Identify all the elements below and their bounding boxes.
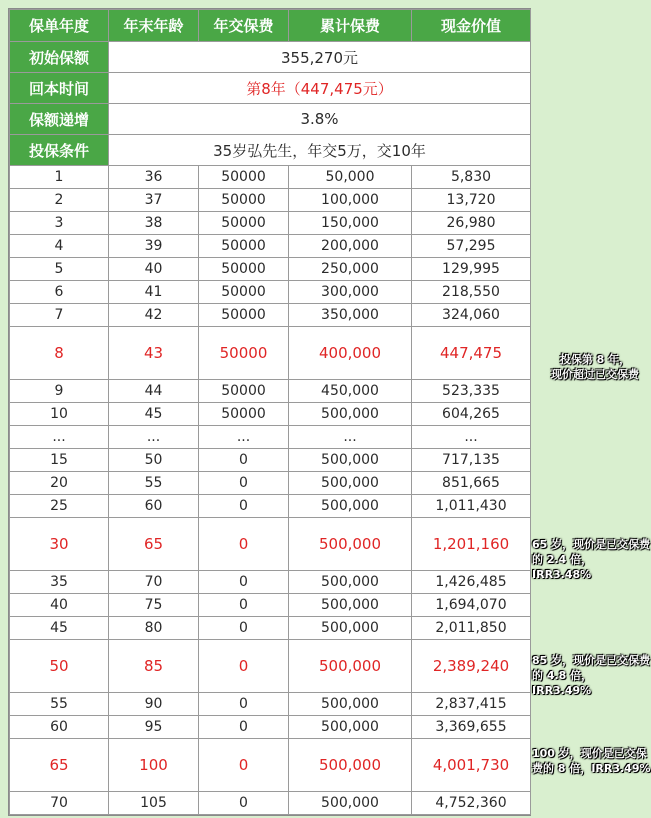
info-row — [10, 42, 531, 73]
table-cell: 50000 — [199, 235, 289, 258]
table-cell: 350,000 — [289, 304, 412, 327]
table-cell: 15 — [10, 449, 109, 472]
highlighted-table-row — [10, 327, 531, 380]
table-cell: 1,426,485 — [412, 571, 531, 594]
table-row — [10, 594, 531, 617]
annotation-note — [532, 537, 651, 582]
table-cell: 450,000 — [289, 380, 412, 403]
table-cell: 39 — [109, 235, 199, 258]
table-cell: 0 — [199, 693, 289, 716]
table-row — [10, 426, 531, 449]
annotation-line: 85 岁，现价是已交保费 — [532, 654, 651, 667]
table-cell: 43 — [109, 327, 199, 380]
table-cell: 129,995 — [412, 258, 531, 281]
table-cell: 50000 — [199, 403, 289, 426]
table-cell: 50000 — [199, 166, 289, 189]
table-cell: 42 — [109, 304, 199, 327]
table-cell: 40 — [10, 594, 109, 617]
table-cell: 13,720 — [412, 189, 531, 212]
column-header: 年末年龄 — [109, 10, 199, 42]
table-row — [10, 235, 531, 258]
table-cell: 300,000 — [289, 281, 412, 304]
table-cell: 400,000 — [289, 327, 412, 380]
annotation-line: 100 岁，现价是已交保 — [532, 747, 647, 760]
table-cell: 50000 — [199, 281, 289, 304]
table-cell: 41 — [109, 281, 199, 304]
table-row — [10, 449, 531, 472]
table-cell: 851,665 — [412, 472, 531, 495]
table-cell: ... — [10, 426, 109, 449]
info-label: 回本时间 — [10, 73, 109, 104]
table-cell: 604,265 — [412, 403, 531, 426]
table-cell: 50000 — [199, 304, 289, 327]
column-header: 现金价值 — [412, 10, 531, 42]
table-cell: 90 — [109, 693, 199, 716]
table-cell: 8 — [10, 327, 109, 380]
column-header: 年交保费 — [199, 10, 289, 42]
policy-summary-table — [9, 9, 531, 815]
table-row — [10, 571, 531, 594]
table-cell: 500,000 — [289, 449, 412, 472]
info-label: 投保条件 — [10, 135, 109, 166]
table-cell: 70 — [10, 792, 109, 815]
highlighted-table-row — [10, 640, 531, 693]
table-cell: 1 — [10, 166, 109, 189]
table-cell: 0 — [199, 472, 289, 495]
table-row — [10, 189, 531, 212]
table-row — [10, 472, 531, 495]
table-cell: 0 — [199, 594, 289, 617]
table-cell: 1,201,160 — [412, 518, 531, 571]
table-cell: 50,000 — [289, 166, 412, 189]
table-cell: 9 — [10, 380, 109, 403]
column-header: 保单年度 — [10, 10, 109, 42]
info-value: 第8年（447,475元） — [109, 73, 531, 104]
table-cell: 500,000 — [289, 693, 412, 716]
policy-table-sheet — [8, 8, 531, 816]
table-cell: 50 — [10, 640, 109, 693]
table-cell: 50000 — [199, 189, 289, 212]
table-cell: 500,000 — [289, 792, 412, 815]
table-cell: 36 — [109, 166, 199, 189]
annotation-line: 现价超过已交保费 — [551, 368, 639, 381]
table-cell: 38 — [109, 212, 199, 235]
table-row — [10, 693, 531, 716]
table-cell: 85 — [109, 640, 199, 693]
table-cell: ... — [109, 426, 199, 449]
info-row — [10, 135, 531, 166]
table-cell: 5 — [10, 258, 109, 281]
table-cell: 75 — [109, 594, 199, 617]
table-cell: ... — [199, 426, 289, 449]
table-row — [10, 281, 531, 304]
table-cell: 200,000 — [289, 235, 412, 258]
table-cell: 60 — [109, 495, 199, 518]
table-cell: 0 — [199, 617, 289, 640]
table-cell: 1,011,430 — [412, 495, 531, 518]
table-cell: 20 — [10, 472, 109, 495]
table-row — [10, 166, 531, 189]
table-cell: 0 — [199, 449, 289, 472]
table-row — [10, 495, 531, 518]
info-row — [10, 104, 531, 135]
table-cell: 500,000 — [289, 594, 412, 617]
table-cell: 55 — [109, 472, 199, 495]
table-cell: 250,000 — [289, 258, 412, 281]
table-cell: 45 — [109, 403, 199, 426]
table-cell: 500,000 — [289, 617, 412, 640]
annotation-line: 的 4.8 倍，IRR3.49% — [532, 669, 593, 697]
table-cell: 717,135 — [412, 449, 531, 472]
policy-info-section — [10, 42, 531, 166]
table-cell: 4,001,730 — [412, 739, 531, 792]
info-label: 保额递增 — [10, 104, 109, 135]
table-cell: 2,011,850 — [412, 617, 531, 640]
table-cell: 218,550 — [412, 281, 531, 304]
table-cell: 500,000 — [289, 495, 412, 518]
annotation-note — [532, 746, 651, 776]
highlighted-table-row — [10, 739, 531, 792]
column-header-row — [10, 10, 531, 42]
table-cell: 4 — [10, 235, 109, 258]
table-cell: 70 — [109, 571, 199, 594]
table-cell: 3 — [10, 212, 109, 235]
cash-value-rows — [10, 166, 531, 815]
table-cell: 57,295 — [412, 235, 531, 258]
info-label: 初始保额 — [10, 42, 109, 73]
table-cell: 0 — [199, 716, 289, 739]
table-cell: 35 — [10, 571, 109, 594]
table-row — [10, 212, 531, 235]
table-cell: 65 — [10, 739, 109, 792]
table-cell: 37 — [109, 189, 199, 212]
column-header: 累计保费 — [289, 10, 412, 42]
annotation-line: 65 岁，现价是已交保费 — [532, 538, 651, 551]
table-cell: 50000 — [199, 258, 289, 281]
table-row — [10, 403, 531, 426]
table-cell: 44 — [109, 380, 199, 403]
annotation-line: 投保第 8 年， — [559, 353, 631, 366]
table-cell: 0 — [199, 495, 289, 518]
table-cell: 0 — [199, 792, 289, 815]
highlighted-table-row — [10, 518, 531, 571]
table-cell: 25 — [10, 495, 109, 518]
table-row — [10, 792, 531, 815]
table-cell: 50000 — [199, 327, 289, 380]
table-cell: 80 — [109, 617, 199, 640]
table-cell: 60 — [10, 716, 109, 739]
table-cell: 3,369,655 — [412, 716, 531, 739]
table-cell: 45 — [10, 617, 109, 640]
table-cell: 50000 — [199, 212, 289, 235]
table-row — [10, 617, 531, 640]
table-cell: 0 — [199, 640, 289, 693]
table-cell: 55 — [10, 693, 109, 716]
table-row — [10, 258, 531, 281]
annotation-line: 费的 8 倍，IRR3.49% — [532, 762, 651, 775]
table-cell: 1,694,070 — [412, 594, 531, 617]
annotation-note — [532, 653, 651, 698]
table-cell: 0 — [199, 571, 289, 594]
table-cell: 30 — [10, 518, 109, 571]
table-cell: 500,000 — [289, 640, 412, 693]
table-cell: 6 — [10, 281, 109, 304]
table-cell: 2,837,415 — [412, 693, 531, 716]
table-cell: 4,752,360 — [412, 792, 531, 815]
table-row — [10, 304, 531, 327]
table-cell: 523,335 — [412, 380, 531, 403]
annotation-note — [539, 352, 651, 382]
table-cell: 500,000 — [289, 571, 412, 594]
table-cell: 10 — [10, 403, 109, 426]
table-cell: 2 — [10, 189, 109, 212]
table-cell: 7 — [10, 304, 109, 327]
info-value: 355,270元 — [109, 42, 531, 73]
info-row — [10, 73, 531, 104]
table-cell: 65 — [109, 518, 199, 571]
table-row — [10, 380, 531, 403]
info-value: 35岁弘先生，年交5万，交10年 — [109, 135, 531, 166]
annotation-line: 的 2.4 倍，IRR3.48% — [532, 553, 593, 581]
table-cell: 100 — [109, 739, 199, 792]
table-cell: 447,475 — [412, 327, 531, 380]
table-cell: ... — [412, 426, 531, 449]
table-cell: 150,000 — [289, 212, 412, 235]
table-cell: 0 — [199, 518, 289, 571]
table-cell: 0 — [199, 739, 289, 792]
info-value: 3.8% — [109, 104, 531, 135]
table-cell: 5,830 — [412, 166, 531, 189]
table-cell: 2,389,240 — [412, 640, 531, 693]
table-cell: 500,000 — [289, 472, 412, 495]
table-header — [10, 10, 531, 42]
table-cell: 50000 — [199, 380, 289, 403]
table-cell: 105 — [109, 792, 199, 815]
table-row — [10, 716, 531, 739]
table-cell: 500,000 — [289, 716, 412, 739]
table-cell: 500,000 — [289, 739, 412, 792]
table-cell: 95 — [109, 716, 199, 739]
table-cell: 500,000 — [289, 518, 412, 571]
table-cell: 40 — [109, 258, 199, 281]
table-cell: 500,000 — [289, 403, 412, 426]
table-cell: 324,060 — [412, 304, 531, 327]
table-cell: 26,980 — [412, 212, 531, 235]
table-cell: 50 — [109, 449, 199, 472]
table-cell: ... — [289, 426, 412, 449]
table-cell: 100,000 — [289, 189, 412, 212]
